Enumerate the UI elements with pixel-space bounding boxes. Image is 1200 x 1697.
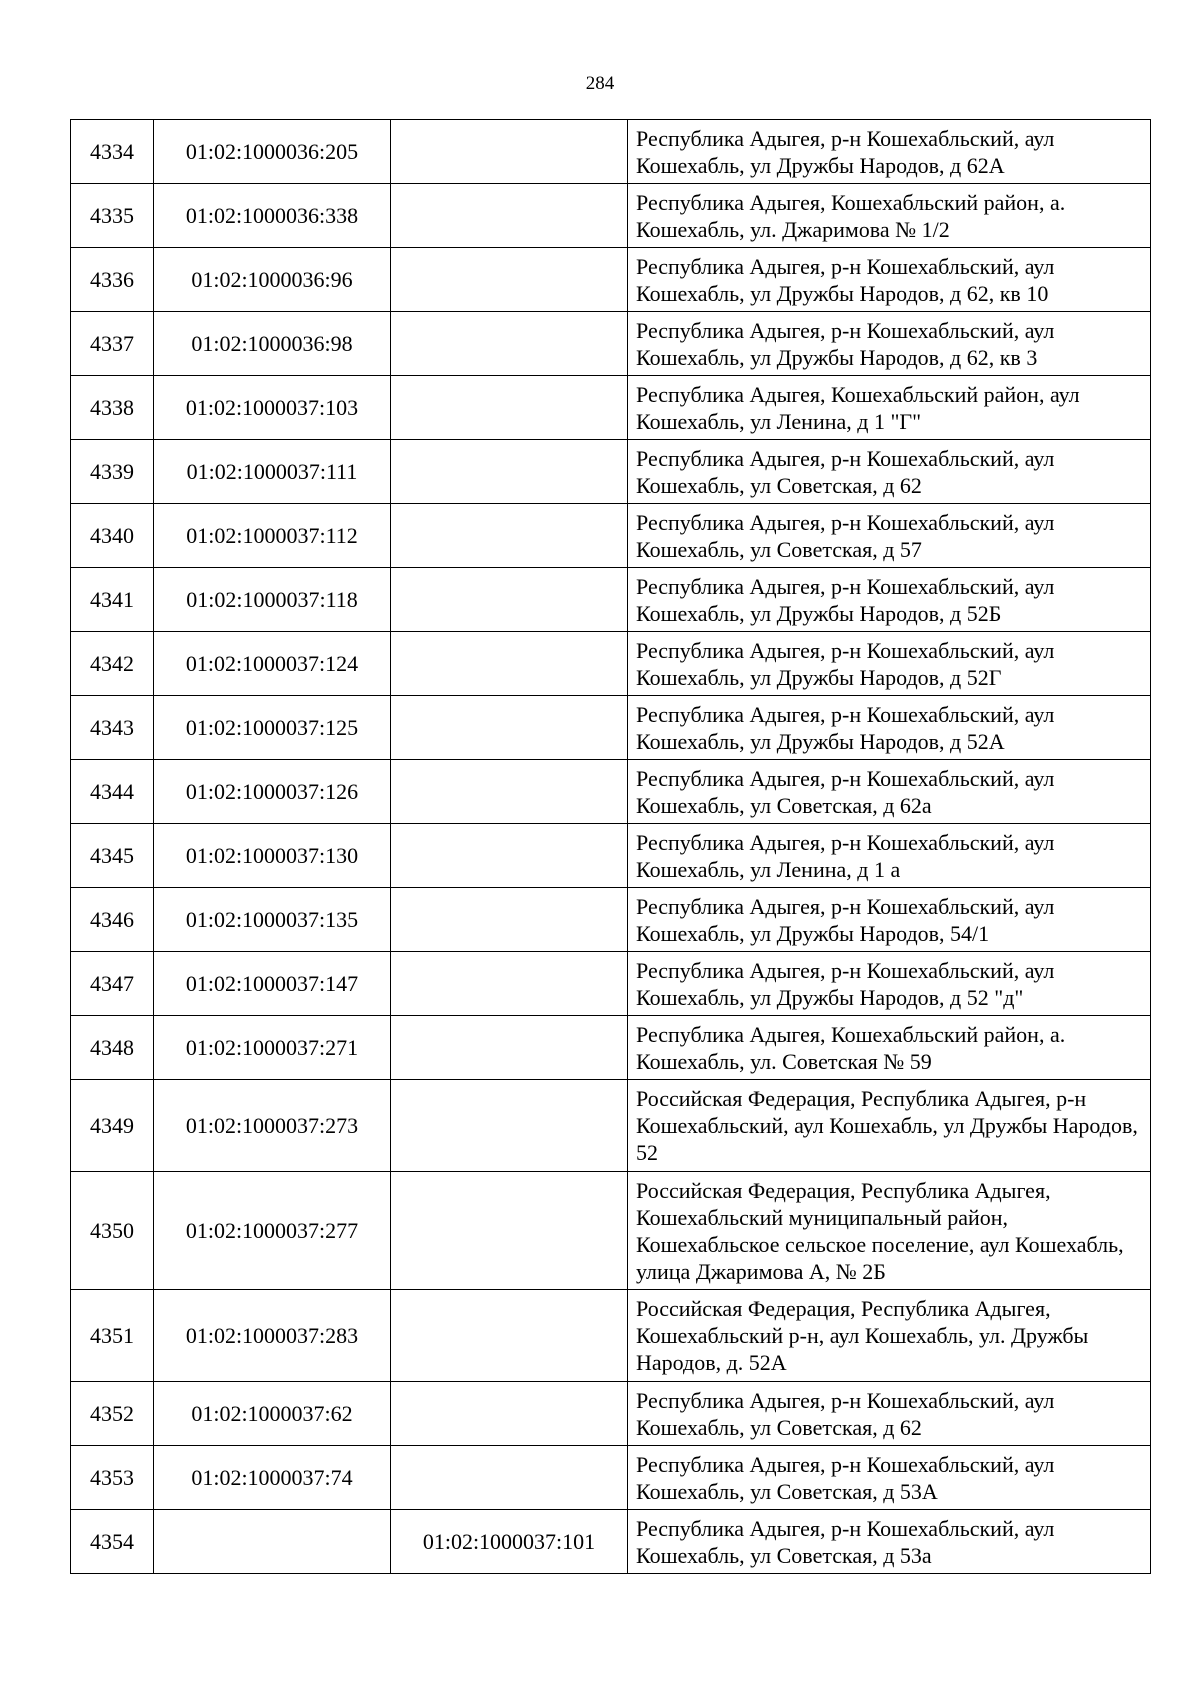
table-row <box>71 504 1151 568</box>
row-number-cell: 4338 <box>71 376 154 440</box>
secondary-cadastral-number-cell <box>391 1290 628 1382</box>
cadastral-number-cell: 01:02:1000037:125 <box>154 696 391 760</box>
secondary-cadastral-number-cell <box>391 120 628 184</box>
row-number-cell: 4340 <box>71 504 154 568</box>
row-number-cell: 4346 <box>71 888 154 952</box>
row-number-cell: 4341 <box>71 568 154 632</box>
address-cell: Республика Адыгея, р-н Кошехабльский, аул Кошехабль, ул Дружбы Народов, д 62, кв 3 <box>628 312 1151 376</box>
cadastral-number-cell: 01:02:1000037:62 <box>154 1382 391 1446</box>
table-row <box>71 952 1151 1016</box>
address-cell: Республика Адыгея, р-н Кошехабльский, аул Кошехабль, ул Советская, д 62 <box>628 1382 1151 1446</box>
row-number-cell: 4339 <box>71 440 154 504</box>
table-row <box>71 1510 1151 1574</box>
table-row <box>71 760 1151 824</box>
cadastral-number-cell: 01:02:1000037:118 <box>154 568 391 632</box>
secondary-cadastral-number-cell <box>391 440 628 504</box>
cadastral-number-cell: 01:02:1000037:124 <box>154 632 391 696</box>
address-cell: Республика Адыгея, р-н Кошехабльский, аул Кошехабль, ул Дружбы Народов, д 62, кв 10 <box>628 248 1151 312</box>
table-row <box>71 248 1151 312</box>
row-number-cell: 4334 <box>71 120 154 184</box>
cadastral-number-cell: 01:02:1000036:98 <box>154 312 391 376</box>
secondary-cadastral-number-cell <box>391 376 628 440</box>
registry-table-body <box>71 120 1151 1574</box>
secondary-cadastral-number-cell <box>391 184 628 248</box>
cadastral-number-cell: 01:02:1000036:338 <box>154 184 391 248</box>
cadastral-number-cell: 01:02:1000037:111 <box>154 440 391 504</box>
table-row <box>71 1290 1151 1382</box>
table-row <box>71 1016 1151 1080</box>
cadastral-number-cell: 01:02:1000037:74 <box>154 1446 391 1510</box>
address-cell: Республика Адыгея, р-н Кошехабльский, аул Кошехабль, ул Ленина, д 1 а <box>628 824 1151 888</box>
row-number-cell: 4350 <box>71 1172 154 1290</box>
table-row <box>71 888 1151 952</box>
table-row <box>71 632 1151 696</box>
table-row <box>71 1172 1151 1290</box>
row-number-cell: 4348 <box>71 1016 154 1080</box>
table-row <box>71 1080 1151 1172</box>
registry-table <box>70 119 1151 1574</box>
address-cell: Республика Адыгея, р-н Кошехабльский, аул Кошехабль, ул Дружбы Народов, д 52А <box>628 696 1151 760</box>
cadastral-number-cell: 01:02:1000037:126 <box>154 760 391 824</box>
address-cell: Республика Адыгея, р-н Кошехабльский, аул Кошехабль, ул Дружбы Народов, 54/1 <box>628 888 1151 952</box>
cadastral-number-cell: 01:02:1000037:271 <box>154 1016 391 1080</box>
address-cell: Республика Адыгея, р-н Кошехабльский, аул Кошехабль, ул Дружбы Народов, д 52Г <box>628 632 1151 696</box>
secondary-cadastral-number-cell: 01:02:1000037:101 <box>391 1510 628 1574</box>
secondary-cadastral-number-cell <box>391 1016 628 1080</box>
secondary-cadastral-number-cell <box>391 1382 628 1446</box>
row-number-cell: 4351 <box>71 1290 154 1382</box>
row-number-cell: 4345 <box>71 824 154 888</box>
row-number-cell: 4336 <box>71 248 154 312</box>
secondary-cadastral-number-cell <box>391 888 628 952</box>
cadastral-number-cell: 01:02:1000037:112 <box>154 504 391 568</box>
secondary-cadastral-number-cell <box>391 1172 628 1290</box>
secondary-cadastral-number-cell <box>391 568 628 632</box>
row-number-cell: 4337 <box>71 312 154 376</box>
row-number-cell: 4343 <box>71 696 154 760</box>
address-cell: Республика Адыгея, р-н Кошехабльский, аул Кошехабль, ул Советская, д 53а <box>628 1510 1151 1574</box>
table-row <box>71 696 1151 760</box>
table-row <box>71 1446 1151 1510</box>
table-row <box>71 568 1151 632</box>
secondary-cadastral-number-cell <box>391 952 628 1016</box>
address-cell: Российская Федерация, Республика Адыгея, Кошехабльский муниципальный район, Кошехабльское сельское поселение, аул Кошехабль, улица Джаримова А, № 2Б <box>628 1172 1151 1290</box>
address-cell: Республика Адыгея, р-н Кошехабльский, аул Кошехабль, ул Советская, д 62а <box>628 760 1151 824</box>
address-cell: Республика Адыгея, р-н Кошехабльский, аул Кошехабль, ул Советская, д 53А <box>628 1446 1151 1510</box>
row-number-cell: 4344 <box>71 760 154 824</box>
row-number-cell: 4342 <box>71 632 154 696</box>
row-number-cell: 4335 <box>71 184 154 248</box>
address-cell: Республика Адыгея, Кошехабльский район, аул Кошехабль, ул Ленина, д 1 "Г" <box>628 376 1151 440</box>
cadastral-number-cell: 01:02:1000037:103 <box>154 376 391 440</box>
secondary-cadastral-number-cell <box>391 1080 628 1172</box>
cadastral-number-cell: 01:02:1000037:135 <box>154 888 391 952</box>
cadastral-number-cell: 01:02:1000037:277 <box>154 1172 391 1290</box>
cadastral-number-cell: 01:02:1000037:273 <box>154 1080 391 1172</box>
address-cell: Республика Адыгея, р-н Кошехабльский, аул Кошехабль, ул Советская, д 62 <box>628 440 1151 504</box>
page-number: 284 <box>585 73 615 94</box>
cadastral-number-cell: 01:02:1000036:96 <box>154 248 391 312</box>
secondary-cadastral-number-cell <box>391 1446 628 1510</box>
table-row <box>71 824 1151 888</box>
address-cell: Республика Адыгея, р-н Кошехабльский, аул Кошехабль, ул Дружбы Народов, д 52Б <box>628 568 1151 632</box>
cadastral-number-cell: 01:02:1000036:205 <box>154 120 391 184</box>
address-cell: Республика Адыгея, р-н Кошехабльский, аул Кошехабль, ул Дружбы Народов, д 62А <box>628 120 1151 184</box>
table-row <box>71 312 1151 376</box>
address-cell: Республика Адыгея, Кошехабльский район, а. Кошехабль, ул. Джаримова № 1/2 <box>628 184 1151 248</box>
secondary-cadastral-number-cell <box>391 632 628 696</box>
table-row <box>71 120 1151 184</box>
address-cell: Республика Адыгея, Кошехабльский район, а. Кошехабль, ул. Советская № 59 <box>628 1016 1151 1080</box>
row-number-cell: 4354 <box>71 1510 154 1574</box>
cadastral-number-cell: 01:02:1000037:130 <box>154 824 391 888</box>
cadastral-number-cell <box>154 1510 391 1574</box>
cadastral-number-cell: 01:02:1000037:147 <box>154 952 391 1016</box>
row-number-cell: 4347 <box>71 952 154 1016</box>
address-cell: Российская Федерация, Республика Адыгея, Кошехабльский р-н, аул Кошехабль, ул. Дружбы Народов, д. 52А <box>628 1290 1151 1382</box>
address-cell: Республика Адыгея, р-н Кошехабльский, аул Кошехабль, ул Советская, д 57 <box>628 504 1151 568</box>
table-row <box>71 376 1151 440</box>
table-row <box>71 184 1151 248</box>
secondary-cadastral-number-cell <box>391 760 628 824</box>
address-cell: Российская Федерация, Республика Адыгея, р-н Кошехабльский, аул Кошехабль, ул Дружбы Народов, 52 <box>628 1080 1151 1172</box>
row-number-cell: 4352 <box>71 1382 154 1446</box>
table-row <box>71 440 1151 504</box>
secondary-cadastral-number-cell <box>391 312 628 376</box>
secondary-cadastral-number-cell <box>391 504 628 568</box>
row-number-cell: 4349 <box>71 1080 154 1172</box>
cadastral-number-cell: 01:02:1000037:283 <box>154 1290 391 1382</box>
secondary-cadastral-number-cell <box>391 824 628 888</box>
table-row <box>71 1382 1151 1446</box>
secondary-cadastral-number-cell <box>391 696 628 760</box>
secondary-cadastral-number-cell <box>391 248 628 312</box>
address-cell: Республика Адыгея, р-н Кошехабльский, аул Кошехабль, ул Дружбы Народов, д 52 "д" <box>628 952 1151 1016</box>
row-number-cell: 4353 <box>71 1446 154 1510</box>
